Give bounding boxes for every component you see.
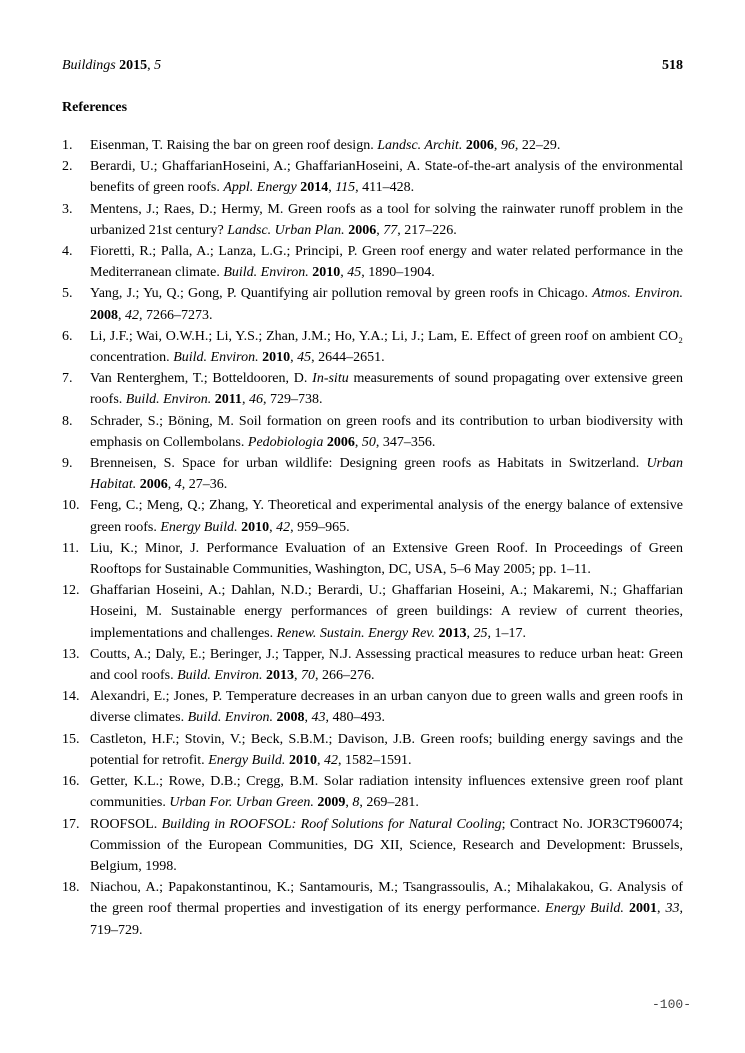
reference-journal: Urban Habitat. — [90, 456, 683, 493]
reference-journal: Pedobiologia — [247, 434, 324, 450]
reference-number: 12. — [62, 583, 80, 599]
reference-year: 2009 — [317, 795, 346, 811]
reference-pages: 729–738. — [269, 392, 323, 408]
reference-authors: Ghaffarian Hoseini, A.; Dahlan, N.D.; Berardi, U.; Ghaffarian Hoseini, A.; Makaremi, N.; Ghaffarian Hoseini, M. Sustainable energy performances of green buildings: A review of current theories, implementations and challenges. — [90, 583, 683, 641]
reference-number: 8. — [62, 413, 73, 429]
reference-item: 1. Eisenman, T. Raising the bar on green roof design. Landsc. Archit. 2006, 96, 22–29. — [62, 135, 683, 156]
reference-text: Liu, K.; Minor, J. Performance Evaluation of an Extensive Green Roof. In Proceedings of Green Rooftops for Sustainable Communities, Washington, DC, USA, 5–6 May 2005; pp. 1–11. — [90, 540, 683, 578]
reference-authors: Getter, K.L.; Rowe, D.B.; Cregg, B.M. Solar radiation intensity influences extensive green roof plant communities. — [90, 774, 683, 811]
reference-number: 2. — [62, 159, 73, 175]
reference-number: 6. — [62, 328, 73, 344]
reference-year: 2014 — [300, 180, 329, 196]
reference-number: 7. — [62, 371, 73, 387]
reference-authors: Mentens, J.; Raes, D.; Hermy, M. Green roofs as a tool for solving the rainwater runoff problem in the urbanized 21st century? — [90, 201, 683, 238]
reference-number: 1. — [62, 138, 73, 153]
reference-pages: 1890–1904. — [368, 265, 435, 281]
reference-number: 15. — [62, 731, 80, 747]
reference-authors: Coutts, A.; Daly, E.; Beringer, J.; Tapper, N.J. Assessing practical measures to reduce urban heat: Green and cool roofs. — [90, 646, 683, 684]
reference-volume: 96 — [500, 138, 515, 153]
reference-title: Building in ROOFSOL: Roof Solutions for Natural Cooling — [161, 816, 502, 832]
reference-year: 2006 — [465, 138, 494, 153]
reference-term: In-situ — [312, 371, 349, 387]
reference-authors: Berardi, U.; GhaffarianHoseini, A.; GhaffarianHoseini, A. State-of-the-art analysis of the environmental benefits of green roofs. — [90, 159, 683, 196]
reference-list — [62, 135, 683, 941]
reference-pages: 347–356. — [382, 434, 436, 450]
reference-volume: 42 — [276, 519, 291, 535]
journal-year: 2015 — [119, 58, 148, 73]
reference-authors: Li, J.F.; Wai, O.W.H.; Li, Y.S.; Zhan, J.M.; Ho, Y.A.; Li, J.; Lam, E. Effect of green roof on ambient CO₂ concentration. — [90, 328, 683, 366]
page-number: 518 — [662, 58, 683, 73]
reference-number: 5. — [62, 286, 73, 302]
reference-journal: Build. Environ. — [187, 710, 273, 726]
reference-item — [62, 538, 683, 580]
reference-journal: Appl. Energy — [223, 180, 297, 196]
reference-volume: 4 — [174, 477, 182, 493]
reference-pages: 1–17. — [494, 625, 526, 641]
reference-journal: Urban For. Urban Green. — [169, 795, 314, 811]
reference-pages: 1582–1591. — [344, 752, 412, 768]
reference-volume: 42 — [323, 752, 338, 768]
reference-authors: Niachou, A.; Papakonstantinou, K.; Santamouris, M.; Tsangrassoulis, A.; Mihalakakou, G. Analysis of the green roof thermal properties and investigation of its energy performance. — [90, 880, 683, 917]
reference-year: 2013 — [438, 625, 467, 641]
reference-item: 5. Yang, J.; Yu, Q.; Gong, P. Quantifying air pollution removal by green roofs in Chicago. Atmos. Environ. 2008, 42, 7266–7273. — [62, 283, 683, 325]
reference-volume: 43 — [311, 710, 326, 726]
reference-item: 15. Castleton, H.F.; Stovin, V.; Beck, S.B.M.; Davison, J.B. Green roofs; building energy savings and the potential for retrofit. Energy Build. 2010, 42, 1582–1591. — [62, 729, 683, 771]
reference-journal: Energy Build. — [545, 901, 624, 917]
reference-pages: 959–965. — [297, 519, 350, 535]
reference-journal: Energy Build. — [208, 752, 286, 768]
reference-year: 2010 — [262, 350, 291, 366]
reference-number: 9. — [62, 456, 73, 472]
reference-item: 7. Van Renterghem, T.; Botteldooren, D. In-situ measurements of sound propagating over extensive green roofs. Build. Environ. 2011, 46, 729–738. — [62, 368, 683, 410]
reference-item: 16. Getter, K.L.; Rowe, D.B.; Cregg, B.M. Solar radiation intensity influences extensive green roof plant communities. Urban For. Urban Green. 2009, 8, 269–281. — [62, 771, 683, 813]
reference-number: 3. — [62, 201, 73, 217]
reference-journal: Energy Build. — [160, 519, 238, 535]
reference-authors: Schrader, S.; Böning, M. Soil formation on green roofs and its contribution to urban biodiversity with emphasis on Collembolans. — [90, 413, 683, 450]
reference-pages: 2644–2651. — [318, 350, 385, 366]
reference-volume: 25 — [473, 625, 488, 641]
page-footer-label: -100- — [651, 997, 691, 1012]
reference-number: 14. — [62, 689, 80, 705]
reference-year: 2006 — [139, 477, 168, 493]
reference-authors: Van Renterghem, T.; Botteldooren, D. — [90, 371, 308, 387]
reference-journal: Renew. Sustain. Energy Rev. — [276, 625, 435, 641]
reference-details: ; Contract No. JOR3CT960074; Commission of the European Communities, DG XII, Science, Research and Development: Brussels, Belgium, 1998. — [90, 816, 683, 874]
reference-year: 2013 — [266, 668, 295, 684]
reference-pages: 217–226. — [404, 222, 457, 238]
reference-journal: Atmos. Environ. — [592, 286, 683, 302]
reference-item: 4. Fioretti, R.; Palla, A.; Lanza, L.G.; Principi, P. Green roof energy and water related performance in the Mediterranean climate. Build. Environ. 2010, 45, 1890–1904. — [62, 241, 683, 283]
reference-number: 11. — [62, 540, 79, 556]
reference-year: 2010 — [288, 752, 317, 768]
reference-volume: 45 — [297, 350, 312, 366]
reference-item: 14. Alexandri, E.; Jones, P. Temperature decreases in an urban canyon due to green walls and green roofs in diverse climates. Build. Environ. 2008, 43, 480–493. — [62, 686, 683, 728]
reference-volume: 8 — [352, 795, 360, 811]
reference-item: 13. Coutts, A.; Daly, E.; Beringer, J.; Tapper, N.J. Assessing practical measures to reduce urban heat: Green and cool roofs. Build. Environ. 2013, 70, 266–276. — [62, 644, 683, 686]
reference-authors: Alexandri, E.; Jones, P. Temperature decreases in an urban canyon due to green walls and green roofs in diverse climates. — [90, 689, 683, 726]
reference-number: 17. — [62, 816, 80, 832]
reference-year: 2008 — [276, 710, 305, 726]
reference-year: 2001 — [628, 901, 657, 917]
reference-pages: 7266–7273. — [146, 307, 213, 323]
reference-authors: Feng, C.; Meng, Q.; Zhang, Y. Theoretical and experimental analysis of the energy balance of extensive green roofs. — [90, 498, 683, 535]
reference-year: 2010 — [241, 519, 270, 535]
reference-number: 4. — [62, 244, 73, 260]
reference-volume: 45 — [347, 265, 362, 281]
reference-volume: 70 — [301, 668, 316, 684]
reference-authors: Fioretti, R.; Palla, A.; Lanza, L.G.; Principi, P. Green roof energy and water related performance in the Mediterranean climate. — [90, 244, 683, 281]
running-header — [62, 57, 683, 75]
reference-journal: Landsc. Urban Plan. — [227, 222, 345, 238]
reference-number: 10. — [62, 498, 80, 514]
reference-pages: 22–29. — [521, 138, 561, 153]
reference-pages: 27–36. — [188, 477, 228, 493]
reference-pages: 719–729. — [90, 922, 143, 938]
reference-pages: 269–281. — [366, 795, 419, 811]
reference-pages: 480–493. — [332, 710, 385, 726]
reference-item: 3. Mentens, J.; Raes, D.; Hermy, M. Green roofs as a tool for solving the rainwater runoff problem in the urbanized 21st century? Landsc. Urban Plan. 2006, 77, 217–226. — [62, 199, 683, 241]
reference-volume: 33 — [665, 901, 680, 917]
reference-item — [62, 814, 683, 878]
reference-item: 9. Brenneisen, S. Space for urban wildlife: Designing green roofs as Habitats in Switzerland. Urban Habitat. 2006, 4, 27–36. — [62, 453, 683, 495]
reference-title: measurements of sound propagating over extensive green roofs. — [90, 371, 684, 408]
reference-authors: Eisenman, T. Raising the bar on green roof design. — [90, 138, 374, 153]
reference-journal: Build. Environ. — [223, 265, 309, 281]
reference-item: 18. Niachou, A.; Papakonstantinou, K.; Santamouris, M.; Tsangrassoulis, A.; Mihalakakou, G. Analysis of the green roof thermal properties and investigation of its energy performance. Energy Build. 2001, 33, 719–729. — [62, 877, 683, 941]
reference-pages: 266–276. — [322, 668, 375, 684]
reference-journal: Build. Environ. — [177, 668, 263, 684]
reference-pages: 411–428. — [362, 180, 415, 196]
reference-authors: Yang, J.; Yu, Q.; Gong, P. Quantifying air pollution removal by green roofs in Chicago. — [90, 286, 589, 302]
reference-item: 8. Schrader, S.; Böning, M. Soil formation on green roofs and its contribution to urban biodiversity with emphasis on Collembolans. Pedobiologia 2006, 50, 347–356. — [62, 411, 683, 453]
reference-item: 10. Feng, C.; Meng, Q.; Zhang, Y. Theoretical and experimental analysis of the energy balance of extensive green roofs. Energy Build. 2010, 42, 959–965. — [62, 495, 683, 537]
reference-volume: 46 — [248, 392, 263, 408]
reference-authors: Brenneisen, S. Space for urban wildlife: Designing green roofs as Habitats in Switzerland. — [90, 456, 640, 472]
reference-authors: Castleton, H.F.; Stovin, V.; Beck, S.B.M.; Davison, J.B. Green roofs; building energy savings and the potential for retrofit. — [90, 731, 683, 768]
reference-year: 2008 — [90, 307, 118, 323]
reference-authors: ROOFSOL. — [90, 816, 158, 832]
reference-volume: 77 — [383, 222, 398, 238]
reference-item: 12. Ghaffarian Hoseini, A.; Dahlan, N.D.; Berardi, U.; Ghaffarian Hoseini, A.; Makaremi, N.; Ghaffarian Hoseini, M. Sustainable energy performances of green buildings: A review of current theories, implementations and challenges. Renew. Sustain. Energy Rev. 2013, 25, 1–17. — [62, 580, 683, 644]
reference-year: 2011 — [214, 392, 242, 408]
journal-name: Buildings — [62, 58, 116, 73]
reference-journal: Landsc. Archit. — [377, 138, 463, 153]
reference-year: 2006 — [326, 434, 355, 450]
reference-item: 2. Berardi, U.; GhaffarianHoseini, A.; GhaffarianHoseini, A. State-of-the-art analysis of the environmental benefits of green roofs. Appl. Energy 2014, 115, 411–428. — [62, 156, 683, 198]
reference-journal: Build. Environ. — [173, 350, 259, 366]
references-heading: References — [62, 100, 128, 115]
reference-journal: Build. Environ. — [125, 392, 212, 408]
reference-number: 18. — [62, 880, 80, 896]
reference-volume: 115 — [335, 180, 356, 196]
reference-item: 6. Li, J.F.; Wai, O.W.H.; Li, Y.S.; Zhan, J.M.; Ho, Y.A.; Li, J.; Lam, E. Effect of green roof on ambient CO₂ concentration. Build. Environ. 2010, 45, 2644–2651. — [62, 326, 683, 368]
reference-number: 13. — [62, 646, 80, 662]
journal-citation: Buildings 2015, 5 — [62, 58, 162, 73]
reference-number: 16. — [62, 774, 80, 790]
reference-volume: 42 — [125, 307, 139, 323]
journal-volume: 5 — [154, 58, 162, 73]
reference-volume: 50 — [361, 434, 376, 450]
reference-year: 2010 — [312, 265, 341, 281]
reference-year: 2006 — [348, 222, 377, 238]
